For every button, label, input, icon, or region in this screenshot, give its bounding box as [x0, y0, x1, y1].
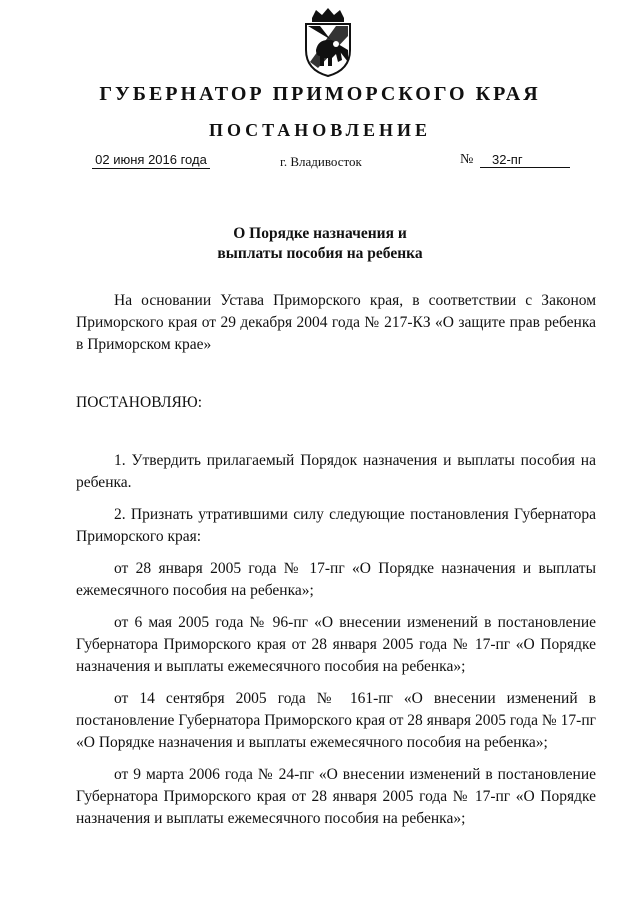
body-paragraph: 1. Утвердить прилагаемый Порядок назначения и выплаты пособия на ребенка. — [76, 452, 596, 491]
document-type: ПОСТАНОВЛЕНИЕ — [208, 120, 432, 140]
body-paragraph: 2. Признать утратившими силу следующие постановления Губернатора Приморского края: — [76, 506, 596, 545]
number-sign: № — [460, 152, 474, 167]
document-date: 02 июня 2016 года — [92, 152, 210, 169]
document-number: 32-пг — [480, 152, 570, 168]
body-paragraph: от 28 января 2005 года № 17-пг «О Порядке назначения и выплаты ежемесячного пособия на ребенка»; — [76, 560, 596, 599]
decree-word: ПОСТАНОВЛЯЮ: — [76, 394, 203, 411]
document-title-line-1: О Порядке назначения и — [233, 225, 407, 242]
issuing-authority: ГУБЕРНАТОР ПРИМОРСКОГО КРАЯ — [99, 83, 541, 105]
document-city: г. Владивосток — [280, 154, 362, 169]
document-body — [76, 290, 596, 840]
coat-of-arms-icon — [298, 6, 358, 78]
body-paragraph: от 6 мая 2005 года № 96-пг «О внесении изменений в постановление Губернатора Приморского края от 28 января 2005 года № 17-пг «О Порядке назначения и выплаты ежемесячного пособия на ребенка»; — [76, 614, 596, 675]
body-paragraph: от 9 марта 2006 года № 24-пг «О внесении изменений в постановление Губернатора Приморского края от 28 января 2005 года № 17-пг «О Порядке назначения и выплаты ежемесячного пособия на ребенка»; — [76, 766, 596, 827]
body-paragraph: от 14 сентября 2005 года № 161-пг «О внесении изменений в постановление Губернатора Приморского края от 28 января 2005 года № 17-пг «О Порядке назначения и выплаты ежемесячного пособия на ребенка»; — [76, 690, 596, 751]
preamble-paragraph: На основании Устава Приморского края, в соответствии с Законом Приморского края от 29 декабря 2004 года № 217-КЗ «О защите прав ребенка в Приморском крае» — [76, 292, 596, 353]
document-title-line-2: выплаты пособия на ребенка — [217, 245, 423, 262]
document-title — [0, 224, 640, 264]
